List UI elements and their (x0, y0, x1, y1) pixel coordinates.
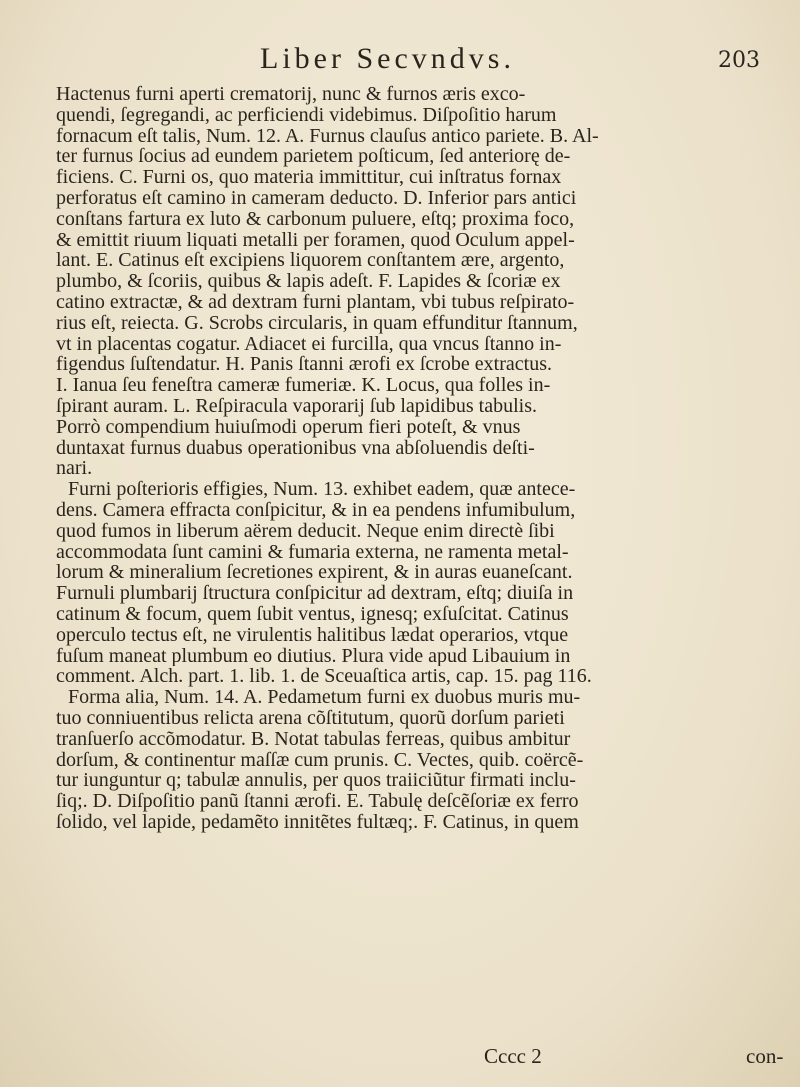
text-line: lorum & mineralium ſecretiones expirent, & in auras euaneſcant. (56, 562, 573, 584)
text-line: conſtans fartura ex luto & carbonum puluere, eſtq; proxima foco, (56, 208, 575, 230)
text-line: nari. (56, 458, 93, 480)
text-line: tur iunguntur q; tabulæ annulis, per quos traiiciũtur firmati inclu- (56, 770, 576, 792)
page-number: 203 (718, 48, 760, 73)
text-line: tuo conniuentibus relicta arena cõſtitutum, quorũ dorſum parieti (56, 707, 565, 729)
running-head (0, 42, 800, 82)
text-line: dorſum, & continentur maſſæ cum prunis. C. Vectes, quib. coërcẽ- (56, 749, 584, 771)
catchword: con- (746, 1044, 784, 1068)
signature-mark: Cccc 2 (484, 1044, 542, 1068)
text-line: quod fumos in liberum aërem deducit. Neque enim directè ſibi (56, 520, 555, 542)
text-line: Furni poſterioris effigies, Num. 13. exhibet eadem, quæ antece- (68, 479, 576, 500)
text-line: operculo tectus eſt, ne virulentis halitibus lædat operarios, vtque (56, 624, 569, 646)
text-line: Hactenus furni aperti crematorij, nunc & furnos æris exco- (56, 84, 526, 105)
text-line: I. Ianua ſeu feneſtra cameræ fumeriæ. K. Locus, qua folles in- (56, 375, 551, 396)
text-line: vt in placentas cogatur. Adiacet ei furcilla, qua vncus ſtanno in- (56, 333, 562, 355)
text-line: perforatus eſt camino in cameram deducto. D. Inferior pars antici (56, 187, 577, 209)
text-line: dens. Camera effracta conſpicitur, & in ea pendens infumibulum, (56, 499, 576, 521)
text-line: tranſuerſo accõmodatur. B. Notat tabulas ferreas, quibus ambitur (56, 728, 571, 750)
text-line: Forma alia, Num. 14. A. Pedametum furni ex duobus muris mu- (68, 687, 581, 708)
text-line: lant. E. Catinus eſt excipiens liquorem conſtantem ære, argento, (56, 250, 565, 272)
text-line: & emittit riuum liquati metalli per foramen, quod Oculum appel- (56, 229, 575, 251)
text-line: Furnuli plumbarij ſtructura conſpicitur ad dextram, eſtq; diuiſa in (56, 583, 574, 604)
text-line: ficiens. C. Furni os, quo materia immittitur, cui inſtratus fornax (56, 167, 562, 188)
paragraph (56, 479, 794, 687)
running-title: Liber Secvndvs. (260, 42, 515, 75)
paragraph (56, 84, 794, 479)
text-line: accommodata ſunt camini & fumaria externa, ne ramenta metal- (56, 541, 569, 563)
text-line: catino extractæ, & ad dextram furni plantam, vbi tubus reſpirato- (56, 291, 575, 313)
text-line: comment. Alch. part. 1. lib. 1. de Sceuaſtica artis, cap. 15. pag 116. (56, 666, 592, 688)
text-line: duntaxat furnus duabus operationibus vna abſoluendis deſti- (56, 437, 535, 459)
text-line: ſiq;. D. Diſpoſitio panũ ſtanni ærofi. E. Tabulę deſcẽſoriæ ex ferro (56, 791, 579, 812)
text-line: fuſum maneat plumbum eo diutius. Plura vide apud Libauium in (56, 645, 571, 667)
text-line: Porrò compendium huiuſmodi operum fieri poteſt, & vnus (56, 416, 521, 438)
text-line: quendi, ſegregandi, ac perficiendi videbimus. Diſpoſitio harum (56, 104, 557, 126)
text-line: rius eſt, reiecta. G. Scrobs circularis, in quam effunditur ſtannum, (56, 312, 578, 334)
text-line: ſolido, vel lapide, pedamẽto innitẽtes fultæq;. F. Catinus, in quem (56, 811, 579, 833)
text-line: plumbo, & ſcoriis, quibus & lapis adeſt. F. Lapides & ſcoriæ ex (56, 271, 561, 292)
text-line: ſpirant auram. L. Reſpiracula vaporarij ſub lapidibus tabulis. (56, 395, 537, 417)
body-text (56, 84, 794, 833)
text-line: figendus ſuſtendatur. H. Panis ſtanni ærofi ex ſcrobe extractus. (56, 354, 552, 376)
text-line: catinum & focum, quem ſubit ventus, ignesq; exſuſcitat. Catinus (56, 603, 569, 625)
text-line: fornacum eſt talis, Num. 12. A. Furnus clauſus antico pariete. B. Al- (56, 125, 599, 147)
paragraph (56, 687, 794, 833)
text-line: ter furnus ſocius ad eundem parietem poſticum, ſed anteriorę de- (56, 146, 571, 168)
